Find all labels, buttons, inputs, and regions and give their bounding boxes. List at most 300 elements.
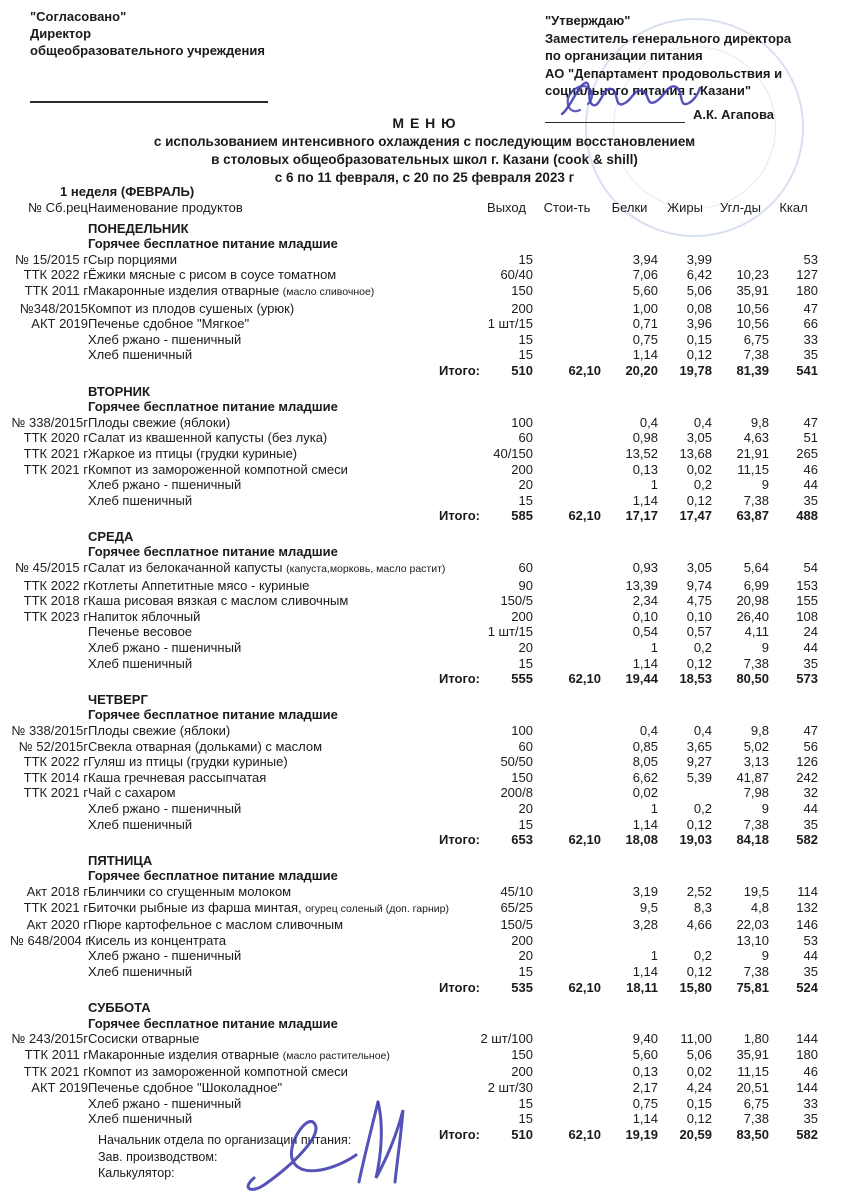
item-output: 15	[518, 1095, 533, 1111]
title-block	[0, 114, 849, 187]
menu-item-row	[10, 900, 818, 918]
item-output: 15	[518, 347, 533, 363]
total-carbs: 80,50	[736, 671, 769, 687]
item-name: Сыр порциями	[88, 251, 178, 267]
item-fat: 5,39	[686, 769, 712, 785]
total-carbs: 81,39	[736, 362, 769, 378]
item-protein: 1	[650, 477, 658, 493]
total-output: 510	[511, 1126, 533, 1142]
total-protein: 18,08	[625, 832, 658, 848]
day-row	[10, 848, 818, 869]
total-output: 535	[511, 979, 533, 995]
item-kcal: 56	[803, 738, 818, 754]
item-protein: 2,34	[632, 593, 658, 609]
item-protein: 0,02	[632, 785, 658, 801]
day-total-row	[10, 832, 818, 848]
item-fat: 5,06	[686, 1046, 712, 1062]
item-carbs: 10,56	[736, 316, 769, 332]
total-kcal: 524	[796, 979, 818, 995]
recipe-code	[10, 1127, 88, 1143]
item-output: 60/40	[500, 267, 533, 283]
recipe-code: ТТК 2021 г	[23, 785, 88, 801]
item-output: 200	[511, 300, 533, 316]
item-output: 1 шт/15	[487, 316, 533, 332]
item-carbs: 5,64	[743, 560, 769, 576]
item-output: 200	[511, 608, 533, 624]
item-carbs: 6,99	[743, 577, 769, 593]
day-subtitle: Горячее бесплатное питание младшие	[88, 399, 338, 415]
item-carbs: 7,38	[743, 347, 769, 363]
total-label: Итого:	[439, 979, 480, 995]
item-protein: 3,28	[632, 917, 658, 933]
recipe-code	[10, 687, 88, 708]
item-fat: 0,12	[686, 655, 712, 671]
document-title: М Е Н Ю	[392, 115, 457, 131]
item-carbs: 4,63	[743, 430, 769, 446]
item-protein: 7,06	[632, 267, 658, 283]
item-carbs: 35,91	[736, 1046, 769, 1062]
recipe-code	[10, 477, 88, 493]
approval-right-block	[545, 12, 840, 123]
item-kcal: 108	[796, 608, 818, 624]
item-output: 15	[518, 655, 533, 671]
item-output: 45/10	[500, 883, 533, 899]
item-cost	[533, 252, 601, 268]
day-subtitle-row	[10, 544, 818, 560]
recipe-code	[10, 379, 88, 400]
footer-line: Калькулятор:	[98, 1166, 175, 1180]
item-cost	[533, 1031, 601, 1047]
item-cost	[533, 739, 601, 755]
item-name: Плоды свежие (яблоки)	[88, 414, 231, 430]
item-protein: 1	[650, 640, 658, 656]
item-output: 100	[511, 414, 533, 430]
item-carbs: 3,13	[743, 754, 769, 770]
total-label: Итого:	[439, 1126, 480, 1142]
item-kcal: 242	[796, 769, 818, 785]
item-name: Хлеб пшеничный	[88, 492, 193, 508]
col-header-product: Наименование продуктов	[88, 200, 243, 215]
item-protein: 13,39	[625, 577, 658, 593]
recipe-code: №348/2015	[19, 300, 88, 316]
item-cost	[533, 624, 601, 640]
item-kcal: 127	[796, 267, 818, 283]
menu-item-row	[10, 884, 818, 900]
menu-item-row	[10, 430, 818, 446]
recipe-code	[10, 671, 88, 687]
menu-item-row	[10, 560, 818, 578]
item-carbs: 19,5	[743, 883, 769, 899]
menu-item-row	[10, 446, 818, 462]
item-carbs: 21,91	[736, 445, 769, 461]
item-carbs: 4,8	[750, 899, 769, 915]
item-protein: 1,14	[632, 492, 658, 508]
item-fat: 6,42	[686, 267, 712, 283]
day-subtitle-row	[10, 1016, 818, 1032]
item-cost	[533, 462, 601, 478]
item-cost	[533, 477, 601, 493]
item-fat: 0,08	[686, 300, 712, 316]
total-output: 653	[511, 832, 533, 848]
total-fat: 20,59	[679, 1126, 712, 1142]
item-protein: 1,14	[632, 816, 658, 832]
item-name: Хлеб пшеничный	[88, 816, 193, 832]
recipe-code: № 648/2004 г	[10, 932, 91, 948]
recipe-code	[10, 656, 88, 672]
day-subtitle-row	[10, 868, 818, 884]
item-kcal: 132	[796, 899, 818, 915]
item-kcal: 66	[803, 316, 818, 332]
recipe-code: № 52/2015г	[18, 738, 88, 754]
menu-item-row	[10, 283, 818, 301]
item-kcal: 24	[803, 624, 818, 640]
day-name: ПЯТНИЦА	[88, 852, 153, 868]
item-protein: 0,93	[632, 560, 658, 576]
total-protein: 18,11	[626, 979, 658, 995]
day-subtitle: Горячее бесплатное питание младшие	[88, 868, 338, 884]
menu-item-row	[10, 785, 818, 801]
item-output: 15	[518, 492, 533, 508]
recipe-code	[10, 707, 88, 723]
item-name: Гуляш из птицы (грудки куриные)	[88, 754, 288, 770]
item-carbs: 9	[761, 477, 769, 493]
day-subtitle-row	[10, 399, 818, 415]
col-header-carbs: Угл-ды	[720, 200, 761, 215]
item-kcal: 46	[803, 1064, 818, 1080]
menu-item-row	[10, 1080, 818, 1096]
item-kcal: 51	[803, 430, 818, 446]
recipe-code	[10, 948, 88, 964]
item-carbs: 20,51	[736, 1080, 769, 1096]
total-fat: 18,53	[679, 671, 712, 687]
item-carbs: 1,80	[743, 1031, 769, 1047]
item-protein: 0,4	[639, 414, 658, 430]
total-kcal: 488	[796, 508, 818, 524]
recipe-code	[10, 640, 88, 656]
item-carbs: 9,8	[750, 414, 769, 430]
item-carbs: 4,11	[744, 624, 769, 640]
day-name: СУББОТА	[88, 1000, 151, 1016]
item-cost	[533, 770, 601, 786]
item-name: Плоды свежие (яблоки)	[88, 723, 231, 738]
footer-line: Начальник отдела по организации питания:	[98, 1133, 352, 1147]
day-total-row	[10, 508, 818, 524]
item-kcal: 47	[803, 723, 818, 738]
item-name: Каша гречневая рассыпчатая	[88, 769, 267, 785]
item-output: 60	[518, 560, 533, 576]
col-header-output: Выход	[487, 200, 526, 215]
recipe-code: ТТК 2021 г	[23, 1064, 88, 1080]
recipe-code: № 338/2015г	[11, 723, 88, 738]
item-note: (масло растительное)	[282, 1049, 390, 1062]
day-total-row	[10, 363, 818, 379]
total-protein: 19,19	[625, 1126, 658, 1142]
item-name: Чай с сахаром	[88, 785, 176, 801]
item-cost	[533, 332, 601, 348]
item-carbs: 9	[761, 948, 769, 964]
total-cost: 62,10	[568, 508, 601, 524]
recipe-code: ТТК 2021 г	[23, 899, 88, 915]
item-output: 200	[511, 461, 533, 477]
approval-left-line: Директор	[30, 26, 92, 41]
total-cost: 62,10	[568, 362, 601, 378]
recipe-code: ТТК 2021 г	[23, 461, 88, 477]
recipe-code	[10, 399, 88, 415]
day-name: СРЕДА	[88, 528, 134, 544]
item-output: 60	[518, 430, 533, 446]
day-row	[10, 524, 818, 545]
item-cost	[533, 609, 601, 625]
total-protein: 17,17	[625, 508, 658, 524]
total-carbs: 63,87	[736, 508, 769, 524]
item-protein: 0,75	[632, 331, 658, 347]
col-header-recipe: № Сб.рец	[28, 200, 88, 215]
recipe-code	[10, 817, 88, 833]
item-note: (масло сливочное)	[282, 285, 375, 298]
item-carbs: 5,02	[743, 738, 769, 754]
item-protein: 3,19	[632, 883, 658, 899]
menu-item-row	[10, 593, 818, 609]
total-kcal: 582	[796, 1126, 818, 1142]
item-carbs: 7,38	[743, 963, 769, 979]
item-output: 20	[518, 640, 533, 656]
item-carbs: 11,15	[737, 461, 769, 477]
item-carbs: 41,87	[736, 769, 769, 785]
menu-item-row	[10, 801, 818, 817]
item-protein: 6,62	[632, 769, 658, 785]
item-name: Хлеб пшеничный	[88, 655, 193, 671]
item-name: Жаркое из птицы (грудки куриные)	[88, 445, 298, 461]
recipe-code: ТТК 2011 г	[24, 1046, 88, 1062]
item-name: Печенье сдобное "Шоколадное"	[88, 1080, 283, 1096]
item-cost	[533, 801, 601, 817]
item-fat: 9,27	[686, 754, 712, 770]
total-cost: 62,10	[568, 671, 601, 687]
item-name: Хлеб ржано - пшеничный	[88, 948, 242, 964]
item-cost	[533, 817, 601, 833]
item-fat: 0,2	[693, 477, 712, 493]
item-name: Биточки рыбные из фарша минтая, огурец соленый (доп. гарнир)	[88, 899, 449, 915]
total-fat: 19,03	[679, 832, 712, 848]
item-protein: 0,75	[632, 1095, 658, 1111]
item-fat: 0,02	[686, 461, 712, 477]
item-kcal: 33	[803, 1095, 818, 1111]
item-fat: 0,12	[686, 963, 712, 979]
item-cost	[533, 493, 601, 509]
item-cost	[533, 1111, 601, 1127]
recipe-code	[10, 332, 88, 348]
item-carbs: 35,91	[736, 282, 769, 298]
item-cost	[533, 917, 601, 933]
item-protein: 0,98	[632, 430, 658, 446]
item-fat: 0,57	[686, 624, 712, 640]
item-fat: 4,66	[686, 917, 712, 933]
total-cost: 62,10	[568, 1126, 601, 1142]
item-name: Хлеб ржано - пшеничный	[88, 800, 242, 816]
item-fat: 3,99	[686, 251, 712, 267]
recipe-code	[10, 544, 88, 560]
menu-item-row	[10, 739, 818, 755]
recipe-code: ТТК 2022 г	[23, 754, 88, 770]
item-output: 100	[511, 723, 533, 738]
approver-name: А.К. Агапова	[693, 106, 775, 122]
item-name: Хлеб ржано - пшеничный	[88, 477, 242, 493]
menu-item-row	[10, 754, 818, 770]
item-cost	[533, 267, 601, 283]
menu-item-row	[10, 640, 818, 656]
item-carbs: 10,56	[736, 300, 769, 316]
item-protein: 9,40	[632, 1031, 658, 1047]
approval-right-line: по организации питания	[545, 48, 703, 63]
item-carbs: 7,38	[743, 655, 769, 671]
total-kcal: 573	[796, 671, 818, 687]
item-carbs: 7,98	[743, 785, 769, 801]
item-protein: 0,13	[632, 1064, 658, 1080]
item-name: Пюре картофельное с маслом сливочным	[88, 917, 344, 933]
item-name: Напиток яблочный	[88, 608, 201, 624]
item-name: Хлеб ржано - пшеничный	[88, 331, 242, 347]
approval-right-line: АО "Департамент продовольствия и	[545, 65, 783, 81]
menu-item-row	[10, 1064, 818, 1080]
total-carbs: 75,81	[736, 979, 769, 995]
item-cost	[533, 884, 601, 900]
item-output: 15	[518, 331, 533, 347]
item-cost	[533, 723, 601, 739]
item-fat: 9,74	[686, 577, 712, 593]
approval-right-line: социального питания г. Казани"	[545, 83, 752, 98]
item-cost	[533, 1064, 601, 1080]
item-fat: 4,24	[686, 1080, 712, 1096]
item-carbs	[712, 252, 769, 268]
item-kcal: 180	[796, 282, 818, 298]
recipe-code: № 338/2015г	[11, 414, 88, 430]
item-name: Хлеб пшеничный	[88, 1111, 193, 1127]
recipe-code	[10, 236, 88, 252]
item-output: 20	[518, 477, 533, 493]
item-kcal: 53	[803, 932, 818, 948]
recipe-code	[10, 524, 88, 545]
menu-item-row	[10, 1111, 818, 1127]
item-output: 200	[511, 932, 533, 948]
item-protein: 9,5	[639, 899, 658, 915]
day-total-row	[10, 671, 818, 687]
recipe-code	[10, 508, 88, 524]
item-fat: 0,12	[686, 816, 712, 832]
recipe-code	[10, 363, 88, 379]
item-kcal: 32	[803, 785, 818, 801]
item-fat	[658, 933, 712, 949]
item-cost	[533, 1047, 601, 1065]
item-name: Хлеб пшеничный	[88, 347, 193, 363]
item-name: Сосиски отварные	[88, 1031, 200, 1047]
item-carbs: 22,03	[736, 917, 769, 933]
total-output: 585	[511, 508, 533, 524]
item-cost	[533, 430, 601, 446]
item-kcal: 44	[803, 477, 818, 493]
item-name: Хлеб ржано - пшеничный	[88, 1095, 242, 1111]
item-kcal: 153	[796, 577, 818, 593]
item-protein: 1,14	[632, 347, 658, 363]
item-protein: 1	[650, 800, 658, 816]
item-kcal: 35	[803, 963, 818, 979]
item-name: Макаронные изделия отварные (масло растительное)	[88, 1046, 390, 1062]
item-cost	[533, 560, 601, 578]
item-output: 15	[518, 1111, 533, 1127]
item-protein: 0,4	[639, 723, 658, 738]
recipe-code: ТТК 2018 г	[23, 593, 88, 609]
menu-item-row	[10, 609, 818, 625]
day-subtitle: Горячее бесплатное питание младшие	[88, 1015, 338, 1031]
menu-item-row	[10, 817, 818, 833]
item-kcal: 47	[803, 414, 818, 430]
day-subtitle: Горячее бесплатное питание младшие	[88, 544, 338, 560]
item-cost	[533, 900, 601, 918]
item-fat: 4,75	[686, 593, 712, 609]
total-fat: 19,78	[679, 362, 712, 378]
item-carbs: 10,23	[736, 267, 769, 283]
item-fat	[658, 785, 712, 801]
total-kcal: 541	[796, 362, 818, 378]
recipe-code	[10, 995, 88, 1016]
recipe-code	[10, 801, 88, 817]
item-fat: 0,4	[693, 414, 712, 430]
item-cost	[533, 1080, 601, 1096]
item-carbs: 20,98	[736, 593, 769, 609]
day-name: ВТОРНИК	[88, 383, 150, 399]
approval-left-line: общеобразовательного учреждения	[30, 43, 265, 58]
menu-item-row	[10, 723, 818, 739]
item-kcal: 35	[803, 1111, 818, 1127]
footer-block	[98, 1132, 351, 1182]
recipe-code	[10, 216, 88, 237]
item-fat: 13,68	[679, 445, 712, 461]
item-name: Печенье сдобное "Мягкое"	[88, 316, 250, 332]
item-fat: 3,05	[686, 430, 712, 446]
menu-item-row	[10, 656, 818, 672]
item-fat: 0,15	[686, 331, 712, 347]
menu-item-row	[10, 770, 818, 786]
menu-item-row	[10, 964, 818, 980]
item-kcal: 35	[803, 492, 818, 508]
item-output: 90	[518, 577, 533, 593]
item-protein: 5,60	[632, 282, 658, 298]
item-output: 200	[511, 1064, 533, 1080]
item-name: Хлеб ржано - пшеничный	[88, 640, 242, 656]
item-carbs: 6,75	[743, 331, 769, 347]
day-row	[10, 216, 818, 237]
recipe-code	[10, 1096, 88, 1112]
recipe-code	[10, 624, 88, 640]
footer-line: Зав. производством:	[98, 1149, 218, 1164]
item-kcal: 46	[803, 461, 818, 477]
recipe-code: ТТК 2021 г	[23, 445, 88, 461]
item-cost	[533, 933, 601, 949]
menu-item-row	[10, 933, 818, 949]
day-name: ПОНЕДЕЛЬНИК	[88, 220, 189, 236]
total-kcal: 582	[796, 832, 818, 848]
item-fat: 0,10	[686, 608, 712, 624]
menu-item-row	[10, 578, 818, 594]
item-cost	[533, 301, 601, 317]
item-name: Блинчики со сгущенным молоком	[88, 883, 292, 899]
item-cost	[533, 656, 601, 672]
item-cost	[533, 446, 601, 462]
item-name: Салат из белокачанной капусты (капуста,морковь, масло растит)	[88, 560, 446, 576]
day-row	[10, 379, 818, 400]
menu-item-row	[10, 332, 818, 348]
item-cost	[533, 964, 601, 980]
item-output: 150/5	[500, 917, 533, 933]
